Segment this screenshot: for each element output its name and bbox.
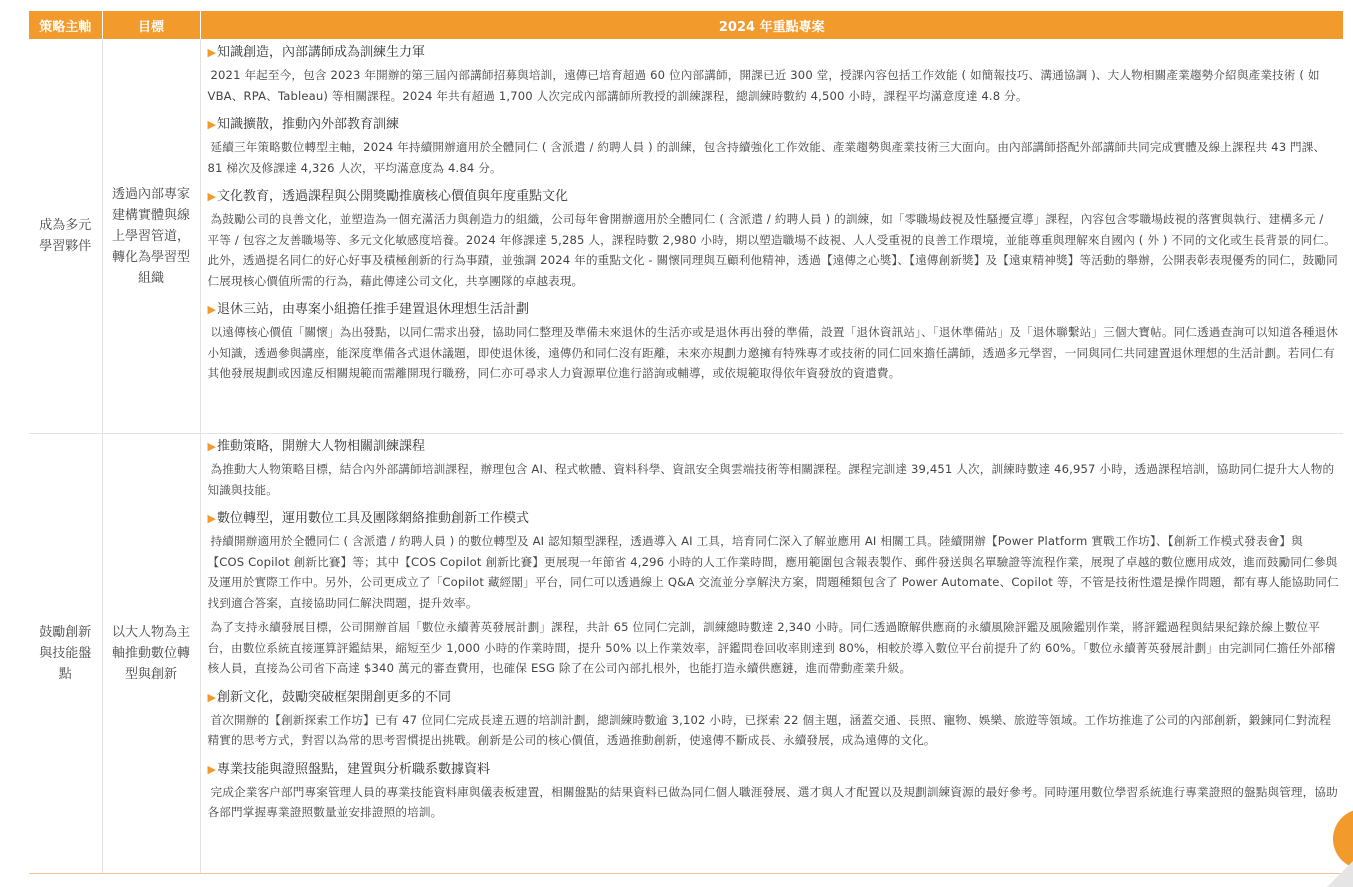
project-description: 以遠傳核心價值「關懷」為出發點，以同仁需求出發，協助同仁整理及準備未來退休的生活亦或是退休再出發的準備，設置「退休資訊站」、「退休準備站」及「退休聯繫站」三個大寶帖。同仁透過查詢可以知道各種退休小知識，透過參與講座，能深度準備各式退休議題，即使退休後，遠傳仍和同仁沒有距離，未來亦規劃力邀擁有特殊專才或技術的同仁回來擔任講師，透過多元學習，一同與同仁共同建置退休理想的生活計劃。若同仁有其他發展規劃或因違反相關規範而需離開現行職務，同仁亦可尋求人力資源單位進行諮詢或輔導，或依規範取得依年資發放的資遣費。 [207,325,1339,380]
table-row [29,434,1343,874]
project-item [208,437,1340,500]
strategy-table [29,11,1343,874]
triangle-right-icon: ▶ [207,303,216,316]
project-title [208,115,1340,134]
project-item [208,187,1340,291]
table-row [29,39,1343,434]
corner-decoration [1327,809,1353,887]
project-title-text: 文化教育，透過課程與公開獎勵推廣核心價值與年度重點文化 [216,189,568,204]
project-description: 完成企業客户部門專案管理人員的專業技能資料庫與儀表板建置，相關盤點的結果資料已做為同仁個人職涯發展、選才與人才配置以及規劃訓練資源的最好參考。同時運用數位學習系統進行專業證照的盤點與管理，協助各部門掌握專業證照數量並安排證照的培訓。 [207,784,1338,819]
project-title-text: 專業技能與證照盤點，建置與分析職系數據資料 [216,761,490,777]
header-goal: 目標 [102,11,200,39]
triangle-right-icon: ▶ [207,762,216,776]
project-description: 為鼓勵公司的良善文化，並塑造為一個充滿活力與創造力的組織，公司每年會開辦適用於全體同仁 ( 含派遣 / 約聘人員 ) 的訓練，如「零職場歧視及性騷擾宣導」課程，內容包含零職場歧視的落實與執行、建構多元 / 平等 / 包容之友善職場等、多元文化敏感度培養。2024 年修課達 5,285 人，課程時數 2,980 小時，期以塑造職場不歧視、人人受重視的良善工作環境，並能尊重與理解來自國內 ( 外 ) 不同的文化或生長背景的同仁。此外，透過提名同仁的好心好事及積極創新的行為事蹟，並強調 2024 年的重點文化 - 關懷同理與互顧利他精神，透過【遠傳之心獎】、【遠傳創新獎】及【遠東精神獎】等活動的舉辦，公開表彰表現優秀的同仁，鼓勵同仁展現核心價值所需的行為，藉此傳達公司文化，共享團隊的卓越表現。 [207,212,1338,288]
goal-text: 以大人物為主軸推動數位轉型與創新 [111,625,190,682]
projects-cell [200,434,1343,874]
corner-circle-shape [1333,809,1353,869]
goal-cell [102,39,200,434]
strategy-axis-cell [29,434,102,874]
project-item [208,760,1340,823]
project-description: 首次開辦的【創新探索工作坊】已有 47 位同仁完成長達五週的培訓計劃，總訓練時數逾 3,102 小時，已探索 22 個主題，涵蓋交通、長照、寵物、娛樂、旅遊等領域。工作坊推進了公司的內部創新，鍛鍊同仁對流程精實的思考方式，對習以為常的思考習慣提出挑戰。創新是公司的核心價值，透過推動創新，使遠傳不斷成長、永續發展，成為遠傳的文化。 [207,712,1332,747]
corner-triangle-shape [1327,861,1353,887]
strategy-axis: 成為多元學習夥伴 [39,218,92,254]
project-title-text: 創新文化，鼓勵突破框架開創更多的不同 [216,689,451,705]
strategy-axis: 鼓勵創新與技能盤點 [39,625,92,682]
strategy-axis-cell [29,39,102,434]
triangle-right-icon: ▶ [207,46,216,59]
project-item [208,300,1340,384]
goal-cell [102,434,200,874]
project-description: 持續開辦適用於全體同仁 ( 含派遣 / 約聘人員 ) 的數位轉型及 AI 認知類型課程，透過導入 AI 工具，培育同仁深入了解並應用 AI 相關工具。陸續開辦【Power Platform 實戰工作坊】、【創新工作模式發表會】與【COS Copilot 創新比賽】等；其中【COS Copilot 創新比賽】更展現一年節省 4,296 小時的人工作業時間，應用範圍包含報表製作、郵件發送與名單驗證等流程作業，展現了卓越的數位應用成效，進而鼓勵同仁參與及運用於實際工作中。另外，公司更成立了「Copilot 藏經閣」平台，同仁可以透過線上 Q&A 交流並分享解決方案，問題種類包含了 Power Automate、Copilot 等，不管是技術性還是操作問題，都有專人能協助同仁找到適合答案，直接協助同仁解決問題，提升效率。 [207,534,1339,610]
header-row [29,11,1343,39]
project-title [208,437,1340,456]
project-title-text: 知識擴散，推動內外部教育訓練 [216,117,399,132]
project-title [208,300,1340,319]
project-title-text: 數位轉型，運用數位工具及團隊網絡推動創新工作模式 [216,511,529,526]
header-projects: 2024 年重點專案 [200,11,1343,39]
project-title-text: 知識創造，內部講師成為訓練生力軍 [216,45,425,60]
project-title [208,760,1340,779]
project-title [208,187,1340,206]
table-header [29,11,1343,39]
triangle-right-icon: ▶ [207,118,216,131]
projects-cell [200,39,1343,434]
project-title-text: 退休三站，由專案小組擔任推手建置退休理想生活計劃 [216,302,529,317]
triangle-right-icon: ▶ [207,690,216,704]
project-title [208,43,1340,62]
project-description: 為了支持永續發展目標，公司開辦首屆「數位永續菁英發展計劃」課程，共計 65 位同仁完訓，訓練總時數達 2,340 小時。同仁透過瞭解供應商的永續風險評鑑及風險鑑別作業，將評鑑過程與結果紀錄於線上數位平台，由數位系統直接運算評鑑結果，縮短至少 1,000 小時的作業時間，提升 50% 以上作業效率，評鑑問卷回收率則達到 80%，相較於導入數位平台前提升了約 60%。「數位永續菁英發展計劃」由完訓同仁擔任外部稽核人員，直接為公司省下高達 $340 萬元的審查費用，也確保 ESG 除了在公司內部扎根外，也能打造永續供應鏈，進而帶動產業升級。 [207,620,1336,675]
project-title [208,509,1340,528]
project-description: 為推動大人物策略目標，結合內外部講師培訓課程，辦理包含 AI、程式軟體、資料科學、資訊安全與雲端技術等相關課程。課程完訓達 39,451 人次，訓練時數達 46,957 小時，透過課程培訓，協助同仁提升大人物的知識與技能。 [207,462,1335,497]
triangle-right-icon: ▶ [207,190,216,203]
project-description: 延續三年策略數位轉型主軸，2024 年持續開辦適用於全體同仁 ( 含派遣 / 約聘人員 ) 的訓練，包含持續強化工作效能、產業趨勢與產業技術三大面向。由內部講師搭配外部講師共同完成實體及線上課程共 43 門課、81 梯次及修課達 4,326 人次，平均滿意度為 4.84 分。 [207,140,1326,175]
project-title-text: 推動策略，開辦大人物相關訓練課程 [216,439,425,454]
project-item [208,688,1340,751]
project-item [208,509,1340,679]
goal-text: 透過內部專家建構實體與線上學習管道，轉化為學習型組織 [111,186,190,286]
project-item [208,43,1340,106]
triangle-right-icon: ▶ [207,512,216,525]
triangle-right-icon: ▶ [207,440,216,453]
project-item [208,115,1340,178]
project-description: 2021 年起至今，包含 2023 年開辦的第三屆內部講師招募與培訓，遠傳已培育超過 60 位內部講師，開課已近 300 堂，授課內容包括工作效能 ( 如簡報技巧、溝通協調 )、大人物相關產業趨勢介紹與產業技術 ( 如 VBA、RPA、Tableau) 等相關課程。2024 年共有超過 1,700 人次完成內部講師所教授的訓練課程，總訓練時數約 4,500 小時，課程平均滿意度達 4.8 分。 [207,68,1320,103]
project-title [208,688,1340,707]
header-axis: 策略主軸 [29,11,102,39]
